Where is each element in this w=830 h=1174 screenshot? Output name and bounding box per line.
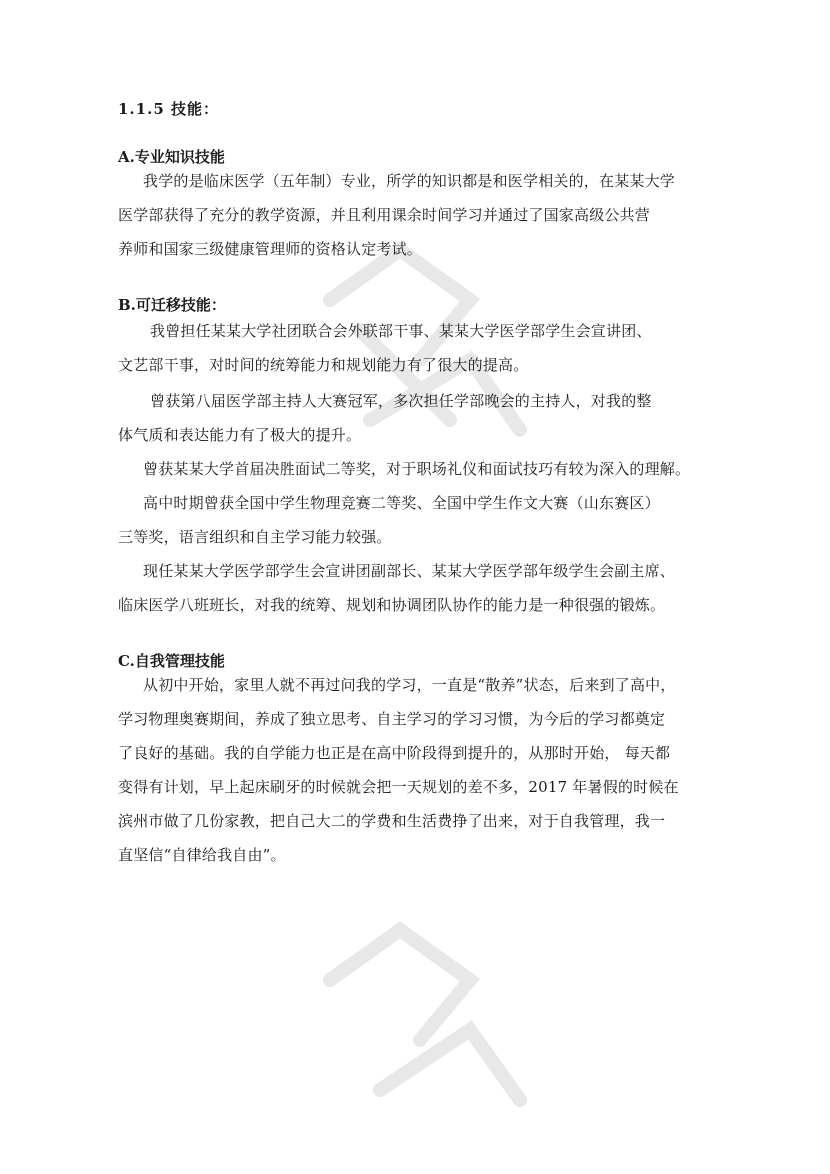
text-line: 养师和国家三级健康管理师的资格认定考试。 [118, 240, 423, 258]
paragraph-transferable-4 [118, 486, 728, 554]
text-line: 直坚信“自律给我自由”。 [118, 846, 286, 864]
text-line: 曾获某某大学首届决胜面试二等奖，对于职场礼仪和面试技巧有较为深入的理解。 [143, 460, 691, 478]
text-line: 曾获第八届医学部主持人大赛冠军，多次担任学部晚会的主持人，对我的整 [150, 392, 652, 410]
text-line: 变得有计划，早上起床刷牙的时候就会把一天规划的差不多，2017 年暑假的时候在 [118, 778, 679, 796]
text-line: 我曾担任某某大学社团联合会外联部干事、某某大学医学部学生会宣讲团、 [150, 322, 652, 340]
text-line: 我学的是临床医学（五年制）专业，所学的知识都是和医学相关的，在某某大学 [143, 172, 676, 190]
paragraph-transferable-3 [118, 452, 728, 486]
text-line: 从初中开始，家里人就不再过问我的学习，一直是“散养”状态，后来到了高中， [143, 676, 676, 694]
heading-professional-skills: A.专业知识技能 [118, 148, 225, 166]
text-line: 高中时期曾获全国中学生物理竞赛二等奖、全国中学生作文大赛（山东赛区） [143, 494, 660, 512]
paragraph-self-management [118, 668, 728, 872]
paragraph-transferable-5 [118, 554, 728, 622]
paragraph-professional-skills [118, 164, 728, 266]
paragraph-transferable-2 [118, 384, 728, 452]
text-line: 学习物理奥赛期间，养成了独立思考、自主学习的学习习惯，为今后的学习都奠定 [118, 710, 666, 728]
text-line: 现任某某大学医学部学生会宣讲团副部长、某某大学医学部年级学生会副主席、 [143, 562, 676, 580]
text-line: 医学部获得了充分的教学资源，并且利用课余时间学习并通过了国家高级公共营 [118, 206, 651, 224]
section-title: 1.1.5 技能： [118, 100, 219, 118]
text-line: 滨州市做了几份家教，把自己大二的学费和生活费挣了出来，对于自我管理，我一 [118, 812, 666, 830]
text-line: 文艺部干事，对时间的统筹能力和规划能力有了很大的提高。 [118, 356, 529, 374]
text-line: 体气质和表达能力有了极大的提升。 [118, 426, 362, 444]
text-line: 了良好的基础。我的自学能力也正是在高中阶段得到提升的，从那时开始， 每天都 [118, 744, 671, 762]
heading-self-management-skills: C.自我管理技能 [118, 652, 225, 670]
text-line: 三等奖，语言组织和自主学习能力较强。 [118, 528, 392, 546]
paragraph-transferable-1 [118, 314, 728, 382]
heading-transferable-skills: B.可迁移技能： [118, 296, 226, 314]
text-line: 临床医学八班班长，对我的统筹、规划和协调团队协作的能力是一种很强的锻炼。 [118, 596, 666, 614]
